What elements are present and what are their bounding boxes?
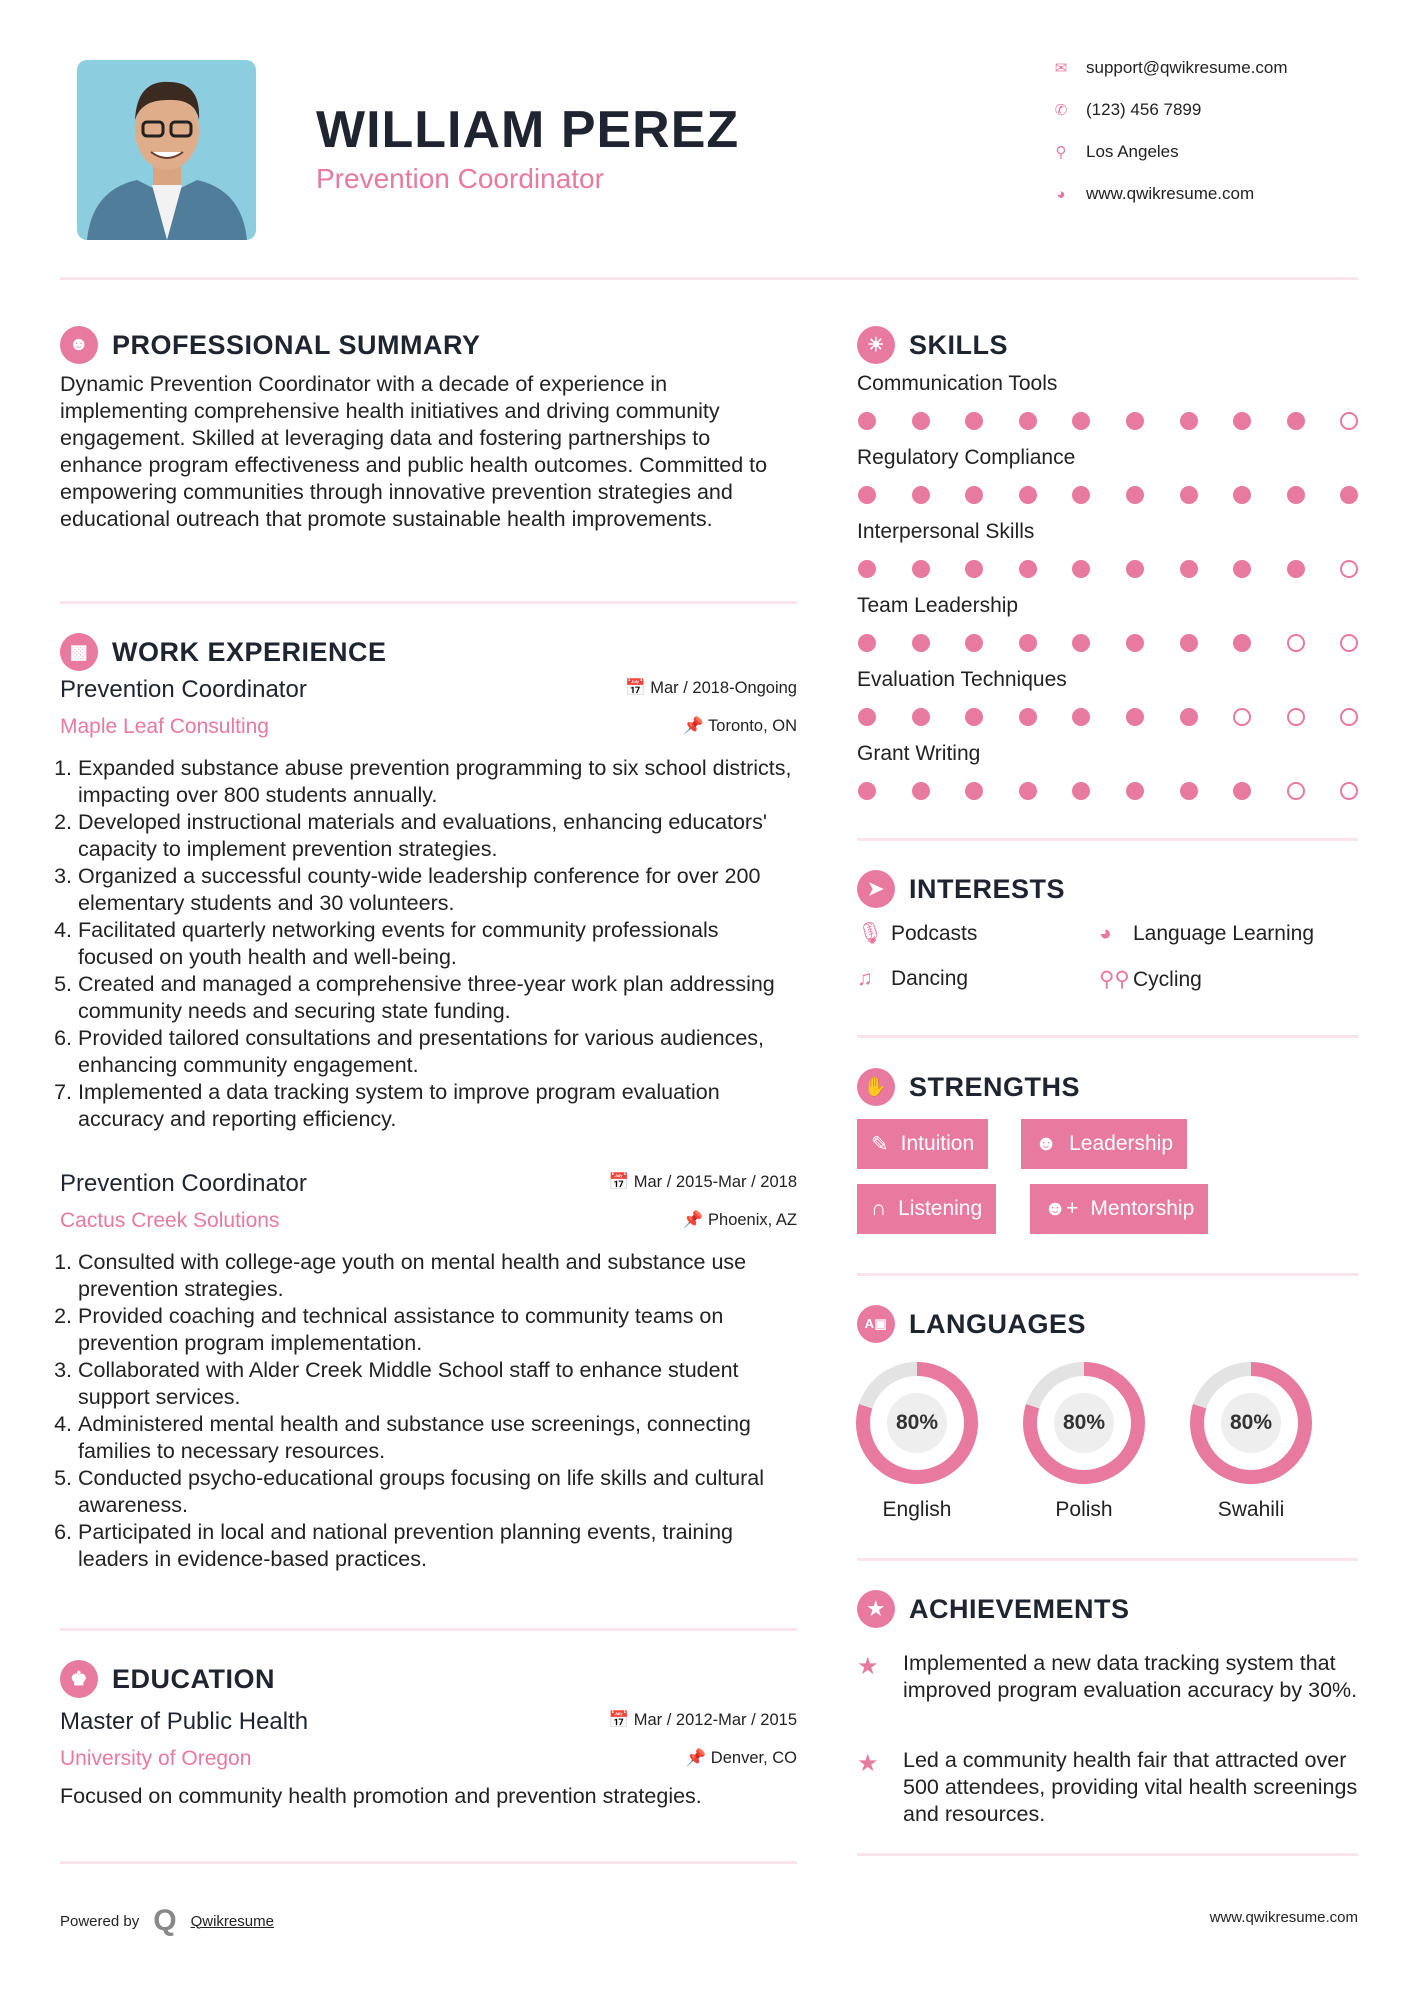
music-note-icon: ♫	[857, 967, 873, 990]
interests-heading-text: INTERESTS	[909, 873, 1066, 904]
rating-dot	[858, 412, 876, 430]
rating-dot	[1072, 782, 1090, 800]
contact-text: Los Angeles	[1086, 142, 1179, 161]
rating-dot	[1019, 486, 1037, 504]
skill-rating	[858, 708, 1358, 726]
rating-dot	[1072, 708, 1090, 726]
person-photo-icon	[77, 60, 256, 240]
paper-plane-icon: ➤	[857, 870, 895, 908]
work-heading-text: WORK EXPERIENCE	[112, 636, 387, 667]
rating-dot	[1340, 412, 1358, 430]
language-name: Swahili	[1217, 1498, 1285, 1521]
rating-dot	[1180, 634, 1198, 652]
skill-name: Evaluation Techniques	[857, 668, 1067, 691]
summary-heading	[60, 326, 481, 364]
rating-dot	[858, 634, 876, 652]
user-plus-icon: ☻+	[1044, 1197, 1079, 1220]
job-date: 📅 Mar / 2015-Mar / 2018	[608, 1173, 797, 1191]
language-donut	[1023, 1362, 1145, 1484]
envelope-icon: ✉	[1054, 60, 1068, 77]
rating-dot	[1126, 782, 1144, 800]
rating-dot	[1180, 560, 1198, 578]
strength-label: Listening	[898, 1197, 983, 1220]
star-icon: ★	[857, 1653, 879, 1680]
rating-dot	[965, 634, 983, 652]
rating-dot	[1180, 486, 1198, 504]
rating-dot	[1126, 634, 1144, 652]
job-bullet: 6. Provided tailored consultations and presentations for various audiences, enhancing community engagement.	[78, 1025, 798, 1079]
contact-item	[1052, 58, 1288, 78]
job-bullet: 5. Conducted psycho-educational groups focusing on life skills and cultural awareness.	[78, 1465, 798, 1519]
rating-dot	[1180, 708, 1198, 726]
strength-tag	[1021, 1119, 1187, 1169]
skill-rating	[858, 412, 1358, 430]
rating-dot	[1287, 560, 1305, 578]
rating-dot	[1126, 412, 1144, 430]
lightbulb-icon: ☀	[857, 326, 895, 364]
rating-dot	[1180, 782, 1198, 800]
rating-dot	[858, 486, 876, 504]
rating-dot	[1233, 634, 1251, 652]
language-icon: A▣	[857, 1305, 895, 1343]
interest-label: Podcasts	[891, 922, 978, 945]
rating-dot	[1233, 782, 1251, 800]
skill-rating	[858, 634, 1358, 652]
rating-dot	[912, 782, 930, 800]
work-heading	[60, 633, 387, 671]
rating-dot	[1287, 412, 1305, 430]
brand-link[interactable]: Qwikresume	[190, 1912, 274, 1930]
skills-heading-text: SKILLS	[909, 329, 1009, 360]
rating-dot	[965, 708, 983, 726]
job-company: Cactus Creek Solutions	[60, 1209, 280, 1232]
contact-text: support@qwikresume.com	[1086, 58, 1288, 77]
job-bullet: 2. Provided coaching and technical assistance to community teams on prevention program implementation.	[78, 1303, 798, 1357]
education-description: Focused on community health promotion and prevention strategies.	[60, 1784, 702, 1808]
candidate-name: WILLIAM PEREZ	[316, 101, 740, 159]
job-company: Maple Leaf Consulting	[60, 715, 269, 738]
interest-item	[1099, 922, 1314, 946]
rating-dot	[1072, 634, 1090, 652]
job-bullets	[60, 755, 798, 1133]
job-bullet: 2. Developed instructional materials and evaluations, enhancing educators' capacity to implement prevention strategies.	[78, 809, 798, 863]
language-percent: 80%	[887, 1393, 947, 1453]
fist-icon: ✋	[857, 1068, 895, 1106]
rating-dot	[1287, 782, 1305, 800]
profile-photo	[77, 60, 256, 240]
job-role: Prevention Coordinator	[60, 1170, 307, 1197]
achievement-text: Implemented a new data tracking system that improved program evaluation accuracy by 30%.	[903, 1651, 1358, 1702]
rating-dot	[965, 412, 983, 430]
rating-dot	[1340, 486, 1358, 504]
education-date: 📅 Mar / 2012-Mar / 2015	[608, 1711, 797, 1729]
rating-dot	[1233, 708, 1251, 726]
rating-dot	[965, 782, 983, 800]
skill-rating	[858, 782, 1358, 800]
interests-heading	[857, 870, 1065, 908]
rating-dot	[1019, 560, 1037, 578]
job-bullet: 1. Expanded substance abuse prevention programming to six school districts, impacting over 800 students annually.	[78, 755, 798, 809]
interest-label: Cycling	[1133, 967, 1202, 991]
rating-dot	[1126, 560, 1144, 578]
globe-icon: ◕	[1056, 185, 1066, 203]
divider	[857, 838, 1358, 841]
job-bullet: 3. Organized a successful county-wide leadership conference for over 200 elementary students and 30 volunteers.	[78, 863, 798, 917]
job-bullet: 5. Created and managed a comprehensive three-year work plan addressing community needs and securing state funding.	[78, 971, 798, 1025]
divider	[857, 1853, 1358, 1856]
job-bullet: 4. Facilitated quarterly networking events for community professionals focused on youth health and well-being.	[78, 917, 798, 971]
strength-label: Intuition	[900, 1132, 975, 1155]
strength-tag	[857, 1119, 988, 1169]
map-pin-icon: ⚲	[1055, 144, 1067, 161]
phone-icon: ✆	[1054, 102, 1068, 119]
rating-dot	[1019, 708, 1037, 726]
job-bullet: 4. Administered mental health and substance use screenings, connecting families to necessary resources.	[78, 1411, 798, 1465]
job-bullet: 6. Participated in local and national prevention planning events, training leaders in evidence-based practices.	[78, 1519, 798, 1573]
powered-by-text: Powered by	[60, 1912, 140, 1930]
language-name: English	[882, 1498, 952, 1521]
rating-dot	[912, 486, 930, 504]
interest-label: Language Learning	[1133, 922, 1315, 945]
job-location-text: Phoenix, AZ	[708, 1211, 797, 1229]
divider	[857, 1273, 1358, 1276]
skill-name: Team Leadership	[857, 594, 1019, 617]
rating-dot	[858, 782, 876, 800]
language-donut	[856, 1362, 978, 1484]
contact-text: www.qwikresume.com	[1086, 184, 1255, 203]
education-heading-text: EDUCATION	[112, 1663, 275, 1694]
strength-label: Leadership	[1069, 1132, 1174, 1155]
microphone-icon: 🎙	[857, 922, 884, 945]
contact-item	[1052, 142, 1179, 162]
job-location: 📌 Phoenix, AZ	[682, 1211, 797, 1229]
rating-dot	[1287, 486, 1305, 504]
strengths-heading-text: STRENGTHS	[909, 1071, 1081, 1102]
rating-dot	[1072, 486, 1090, 504]
strength-tag	[857, 1184, 996, 1234]
interest-item	[857, 922, 977, 946]
degree: Master of Public Health	[60, 1708, 309, 1735]
rating-dot	[858, 560, 876, 578]
rating-dot	[912, 708, 930, 726]
education-location-text: Denver, CO	[710, 1749, 797, 1767]
skill-rating	[858, 560, 1358, 578]
rating-dot	[1340, 634, 1358, 652]
rating-dot	[1072, 560, 1090, 578]
summary-heading-text: PROFESSIONAL SUMMARY	[112, 329, 481, 360]
rating-dot	[1019, 634, 1037, 652]
job-role: Prevention Coordinator	[60, 676, 307, 703]
interest-item	[1099, 967, 1202, 992]
graduate-icon: ♚	[60, 1660, 98, 1698]
footer-powered	[60, 1904, 274, 1938]
rating-dot	[1233, 412, 1251, 430]
divider	[60, 1861, 797, 1864]
user-icon: ☻	[60, 326, 98, 364]
skill-rating	[858, 486, 1358, 504]
education-date-text: Mar / 2012-Mar / 2015	[633, 1711, 797, 1729]
job-bullet: 3. Collaborated with Alder Creek Middle School staff to enhance student support services.	[78, 1357, 798, 1411]
header-divider	[60, 277, 1358, 280]
footer-website: www.qwikresume.com	[1209, 1909, 1358, 1926]
rating-dot	[858, 708, 876, 726]
rating-dot	[1287, 634, 1305, 652]
interest-label: Dancing	[891, 967, 969, 990]
divider	[60, 601, 797, 604]
rating-dot	[1340, 782, 1358, 800]
divider	[857, 1035, 1358, 1038]
rating-dot	[1126, 708, 1144, 726]
rating-dot	[912, 634, 930, 652]
job-date: 📅 Mar / 2018-Ongoing	[625, 679, 797, 697]
star-icon: ★	[857, 1750, 879, 1777]
contact-item	[1052, 184, 1254, 204]
strength-label: Mentorship	[1090, 1197, 1195, 1220]
users-icon: ☻	[1035, 1132, 1058, 1155]
qwikresume-logo-icon: Q	[153, 1904, 177, 1937]
achievements-heading	[857, 1590, 1130, 1628]
skills-heading	[857, 326, 1008, 364]
rating-dot	[1233, 560, 1251, 578]
contact-text: (123) 456 7899	[1086, 100, 1202, 119]
language-percent: 80%	[1054, 1393, 1114, 1453]
rating-dot	[1180, 412, 1198, 430]
rating-dot	[1019, 782, 1037, 800]
rating-dot	[965, 486, 983, 504]
interest-item	[857, 967, 968, 991]
job-bullet: 7. Implemented a data tracking system to improve program evaluation accuracy and reporting efficiency.	[78, 1079, 798, 1133]
rating-dot	[912, 560, 930, 578]
languages-heading	[857, 1305, 1086, 1343]
achievements-heading-text: ACHIEVEMENTS	[909, 1593, 1130, 1624]
skill-name: Grant Writing	[857, 742, 981, 765]
strengths-heading	[857, 1068, 1080, 1106]
job-bullet: 1. Consulted with college-age youth on mental health and substance use prevention strategies.	[78, 1249, 798, 1303]
language-donut	[1190, 1362, 1312, 1484]
language-percent: 80%	[1221, 1393, 1281, 1453]
skill-name: Communication Tools	[857, 372, 1058, 395]
education-heading	[60, 1660, 275, 1698]
rating-dot	[1287, 708, 1305, 726]
education-location: 📌 Denver, CO	[685, 1749, 797, 1767]
job-location: 📌 Toronto, ON	[683, 717, 797, 735]
globe-icon: ◕	[1099, 922, 1112, 945]
strength-tag	[1030, 1184, 1208, 1234]
school: University of Oregon	[60, 1747, 252, 1770]
headphones-icon: ∩	[871, 1197, 887, 1220]
languages-heading-text: LANGUAGES	[909, 1308, 1087, 1339]
job-bullets	[60, 1249, 798, 1573]
rating-dot	[965, 560, 983, 578]
achievement-text: Led a community health fair that attracted over 500 attendees, providing vital health screenings and resources.	[903, 1748, 1358, 1826]
rating-dot	[1340, 560, 1358, 578]
divider	[857, 1558, 1358, 1561]
rating-dot	[1340, 708, 1358, 726]
rating-dot	[1233, 486, 1251, 504]
skill-name: Regulatory Compliance	[857, 446, 1076, 469]
job-date-text: Mar / 2015-Mar / 2018	[633, 1173, 797, 1191]
bicycle-icon: ⚲⚲	[1099, 968, 1130, 991]
job-location-text: Toronto, ON	[708, 717, 797, 735]
magic-wand-icon: ✎	[871, 1132, 889, 1156]
star-badge-icon: ★	[857, 1590, 895, 1628]
rating-dot	[912, 412, 930, 430]
rating-dot	[1072, 412, 1090, 430]
briefcase-icon: ▩	[60, 633, 98, 671]
divider	[60, 1628, 797, 1631]
rating-dot	[1019, 412, 1037, 430]
contact-item	[1052, 100, 1201, 120]
language-name: Polish	[1055, 1498, 1113, 1521]
job-date-text: Mar / 2018-Ongoing	[650, 679, 797, 697]
summary-text: Dynamic Prevention Coordinator with a decade of experience in implementing comprehensive health initiatives and driving community engagement. Skilled at leveraging data and fostering partnerships to enhance program effectiveness and public health outcomes. Committed to empowering communities through innovative prevention strategies and educational outreach that promote sustainable health improvements.	[60, 372, 768, 531]
skill-name: Interpersonal Skills	[857, 520, 1035, 543]
candidate-title: Prevention Coordinator	[316, 163, 604, 194]
rating-dot	[1126, 486, 1144, 504]
